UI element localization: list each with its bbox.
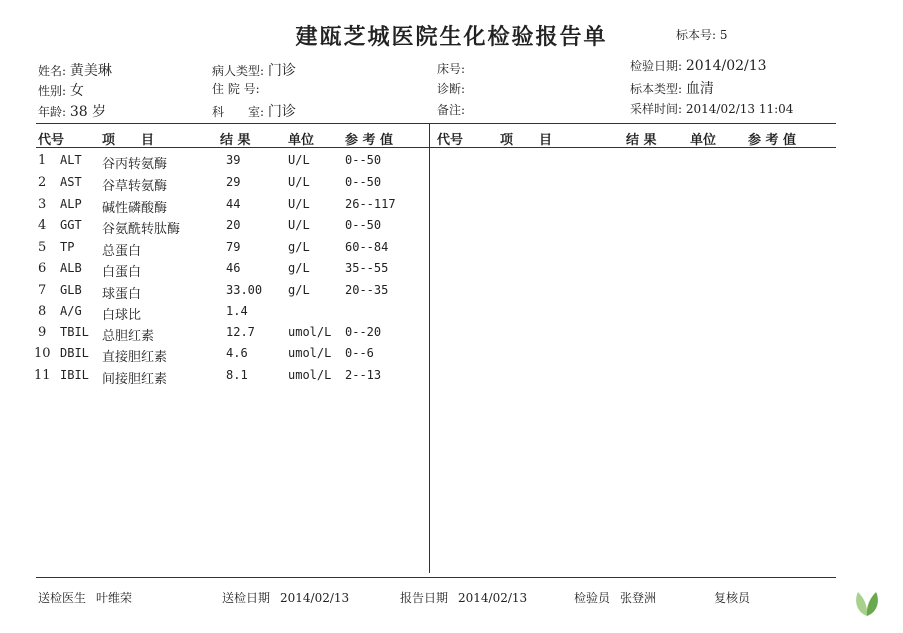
- row-reference: 2--13: [345, 368, 382, 382]
- header-unit-left: 单位: [288, 133, 315, 148]
- header-code-right: 代号: [437, 133, 464, 148]
- sender-value: 叶维荣: [96, 591, 133, 605]
- footer-sender: [38, 589, 132, 606]
- row-reference: 0--6: [345, 346, 374, 360]
- table-row: [0, 153, 430, 174]
- test-date: [630, 57, 767, 74]
- row-reference: 0--20: [345, 325, 382, 339]
- table-row: [0, 175, 430, 196]
- row-code: TP: [60, 240, 75, 254]
- row-unit: umol/L: [288, 368, 332, 382]
- footer-report-date: [400, 589, 527, 606]
- header-result-right: 结 果: [626, 133, 657, 148]
- row-code: GGT: [60, 218, 82, 232]
- row-result: 39: [226, 153, 241, 167]
- department: [212, 101, 296, 121]
- row-unit: U/L: [288, 218, 310, 232]
- report-date-label: 报告日期: [400, 591, 449, 605]
- send-date-label: 送检日期: [222, 591, 271, 605]
- row-code: ALP: [60, 197, 82, 211]
- bed-number: [437, 60, 465, 77]
- table-top-rule: [36, 123, 836, 124]
- row-reference: 0--50: [345, 218, 382, 232]
- table-row: [0, 218, 430, 239]
- row-reference: 35--55: [345, 261, 389, 275]
- row-unit: g/L: [288, 283, 310, 297]
- row-item-name: 谷丙转氨酶: [102, 157, 168, 172]
- patient-name: [38, 60, 112, 80]
- specimen-number: [676, 26, 728, 43]
- row-item-name: 总胆红素: [102, 329, 155, 344]
- send-date-value: 2014/02/13: [280, 591, 350, 605]
- specimen-number-label: 标本号:: [676, 28, 717, 42]
- table-row: [0, 197, 430, 218]
- test-date-label: 检验日期:: [630, 59, 683, 73]
- row-result: 1.4: [226, 304, 248, 318]
- row-unit: umol/L: [288, 325, 332, 339]
- row-item-name: 间接胆红素: [102, 372, 168, 387]
- inpatient-number: [212, 80, 260, 97]
- remark-label: 备注:: [437, 103, 466, 117]
- row-unit: U/L: [288, 197, 310, 211]
- row-result: 4.6: [226, 346, 248, 360]
- tester-label: 检验员: [574, 591, 611, 605]
- row-unit: g/L: [288, 240, 310, 254]
- patient-gender-value: 女: [69, 83, 84, 99]
- row-code: A/G: [60, 304, 82, 318]
- table-row: [0, 261, 430, 282]
- row-number: 10: [34, 346, 51, 361]
- row-reference: 0--50: [345, 153, 382, 167]
- header-item-right: 项 目: [500, 133, 553, 148]
- table-row: [0, 304, 430, 325]
- row-number: 1: [38, 153, 47, 168]
- row-number: 2: [38, 175, 47, 190]
- diagnosis: [437, 80, 465, 97]
- department-label: 科 室:: [212, 105, 265, 119]
- header-ref-left: 参 考 值: [345, 133, 394, 148]
- row-result: 20: [226, 218, 241, 232]
- tester-value: 张登洲: [620, 591, 657, 605]
- header-unit-right: 单位: [690, 133, 717, 148]
- patient-age: [38, 101, 106, 121]
- row-result: 46: [226, 261, 241, 275]
- footer-tester: [574, 589, 656, 606]
- sample-type-label: 标本类型:: [630, 82, 683, 96]
- row-item-name: 碱性磷酸酶: [102, 201, 168, 216]
- row-result: 44: [226, 197, 241, 211]
- row-item-name: 球蛋白: [102, 287, 142, 302]
- row-number: 11: [34, 368, 51, 383]
- row-result: 8.1: [226, 368, 248, 382]
- row-code: GLB: [60, 283, 82, 297]
- row-code: AST: [60, 175, 82, 189]
- row-item-name: 谷氨酰转肽酶: [102, 222, 181, 237]
- header-ref-right: 参 考 值: [748, 133, 797, 148]
- patient-age-value: 38 岁: [69, 104, 107, 120]
- report-date-value: 2014/02/13: [458, 591, 528, 605]
- row-number: 3: [38, 197, 47, 212]
- row-unit: U/L: [288, 175, 310, 189]
- row-number: 4: [38, 218, 47, 233]
- sample-time: [630, 100, 793, 117]
- bed-number-label: 床号:: [437, 62, 466, 76]
- row-reference: 60--84: [345, 240, 389, 254]
- row-result: 79: [226, 240, 241, 254]
- row-number: 9: [38, 325, 47, 340]
- row-item-name: 白球比: [102, 308, 142, 323]
- inpatient-number-label: 住 院 号:: [212, 82, 260, 96]
- patient-name-label: 姓名:: [38, 64, 67, 78]
- sample-time-value: 2014/02/13 11:04: [685, 102, 794, 116]
- sample-time-label: 采样时间:: [630, 102, 683, 116]
- row-number: 6: [38, 261, 47, 276]
- sender-label: 送检医生: [38, 591, 87, 605]
- row-item-name: 谷草转氨酶: [102, 179, 168, 194]
- table-row: [0, 240, 430, 261]
- reviewer-label: 复核员: [714, 591, 751, 605]
- row-number: 8: [38, 304, 47, 319]
- row-code: ALB: [60, 261, 82, 275]
- row-unit: g/L: [288, 261, 310, 275]
- row-item-name: 总蛋白: [102, 244, 142, 259]
- patient-age-label: 年龄:: [38, 105, 67, 119]
- patient-type-value: 门诊: [267, 63, 296, 79]
- patient-gender: [38, 80, 84, 100]
- sample-type-value: 血清: [685, 81, 714, 97]
- header-item-left: 项 目: [102, 133, 155, 148]
- patient-type: [212, 60, 296, 80]
- row-result: 29: [226, 175, 241, 189]
- remark: [437, 101, 465, 118]
- row-number: 5: [38, 240, 47, 255]
- department-value: 门诊: [267, 104, 296, 120]
- sample-type: [630, 78, 714, 98]
- row-reference: 0--50: [345, 175, 382, 189]
- patient-name-value: 黄美琳: [69, 63, 112, 79]
- test-date-value: 2014/02/13: [685, 58, 767, 74]
- row-unit: U/L: [288, 153, 310, 167]
- patient-type-label: 病人类型:: [212, 64, 265, 78]
- patient-gender-label: 性别:: [38, 84, 67, 98]
- table-row: [0, 283, 430, 304]
- header-result-left: 结 果: [220, 133, 251, 148]
- row-item-name: 直接胆红素: [102, 350, 168, 365]
- row-number: 7: [38, 283, 47, 298]
- row-code: TBIL: [60, 325, 89, 339]
- row-item-name: 白蛋白: [102, 265, 142, 280]
- header-code-left: 代号: [38, 133, 65, 148]
- row-result: 12.7: [226, 325, 255, 339]
- row-unit: umol/L: [288, 346, 332, 360]
- table-row: [0, 325, 430, 346]
- row-code: IBIL: [60, 368, 89, 382]
- footer-reviewer: [714, 589, 760, 606]
- report-title: 建瓯芝城医院生化检验报告单: [295, 24, 608, 50]
- row-code: ALT: [60, 153, 82, 167]
- row-reference: 20--35: [345, 283, 389, 297]
- footer-send-date: [222, 589, 349, 606]
- table-row: [0, 368, 430, 389]
- specimen-number-value: 5: [719, 28, 728, 42]
- table-bottom-rule: [36, 577, 836, 578]
- leaf-logo-icon: [852, 588, 882, 618]
- table-row: [0, 346, 430, 367]
- row-result: 33.00: [226, 283, 263, 297]
- row-reference: 26--117: [345, 197, 396, 211]
- row-code: DBIL: [60, 346, 89, 360]
- diagnosis-label: 诊断:: [437, 82, 466, 96]
